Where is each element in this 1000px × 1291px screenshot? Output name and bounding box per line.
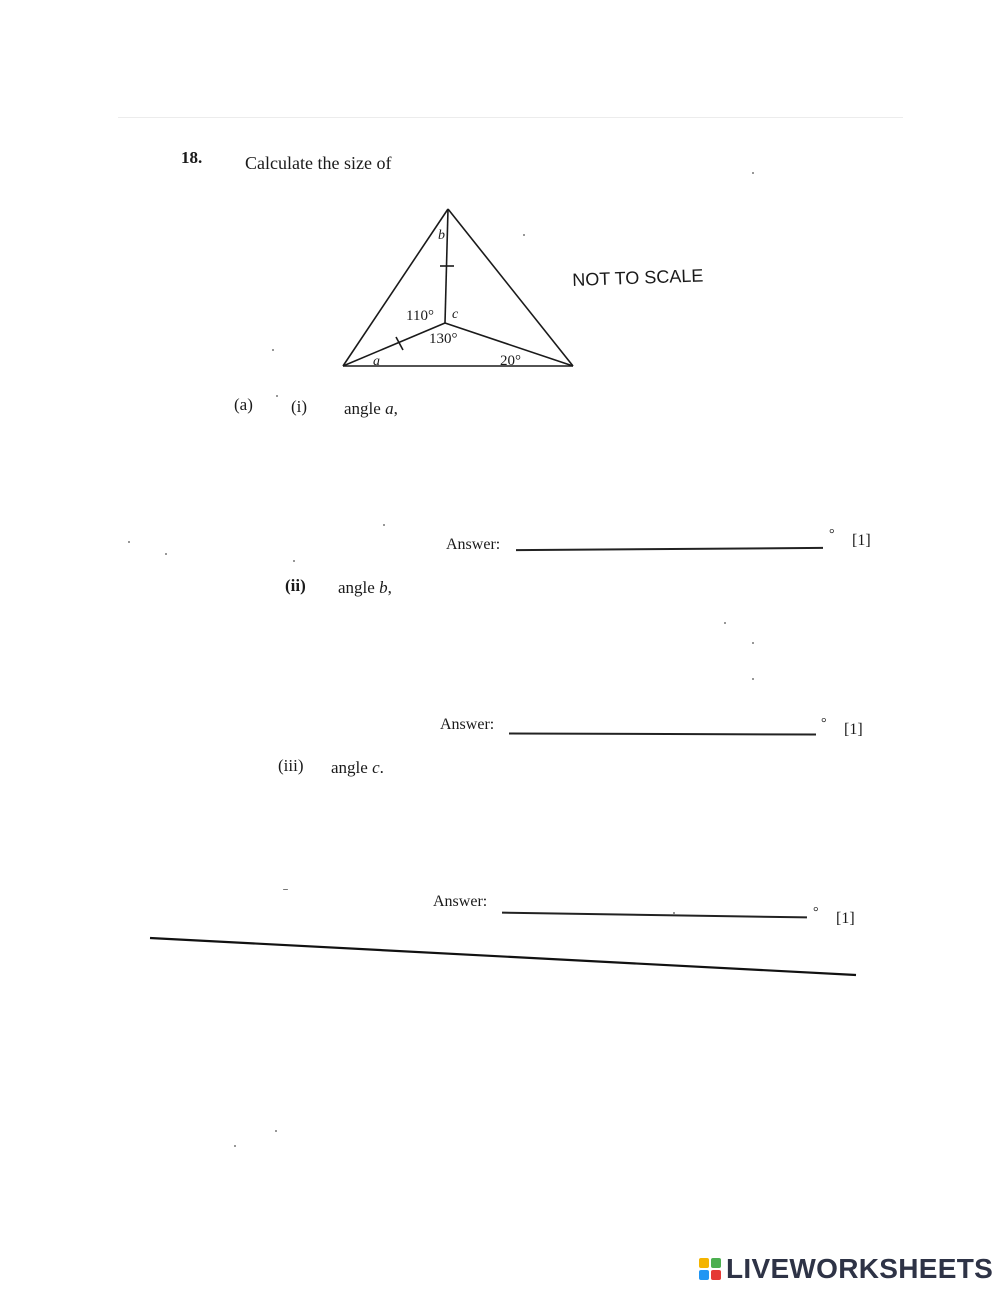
part-iii-label: (iii) <box>278 756 304 775</box>
label-angle-a: a <box>373 354 380 369</box>
part-i-var: a <box>385 399 394 418</box>
scan-speck <box>752 678 754 680</box>
answer-3-label: Answer: <box>433 893 488 910</box>
answer-2-mark: [1] <box>844 721 863 738</box>
answer-3-mark: [1] <box>836 910 855 927</box>
liveworksheets-logo <box>699 1252 993 1286</box>
logo-tile-e <box>711 1270 721 1280</box>
scan-speck <box>165 553 167 555</box>
end-of-question-rule <box>150 938 856 975</box>
liveworksheets-logo-mark <box>699 1258 721 1280</box>
answer-2-label: Answer: <box>440 716 495 733</box>
label-110: 110° <box>406 308 434 324</box>
answer-1-degree: ° <box>829 527 835 542</box>
scan-speck <box>752 642 754 644</box>
logo-tile-l <box>699 1258 709 1268</box>
scan-speck <box>234 1145 236 1147</box>
label-angle-b: b <box>438 228 445 243</box>
answer-3-degree: ° <box>813 905 819 920</box>
scan-speck <box>383 524 385 526</box>
question-number: 18. <box>181 148 203 167</box>
scan-speck <box>275 1130 277 1132</box>
scan-speck <box>128 541 130 543</box>
part-iii-suffix: . <box>379 758 384 777</box>
not-to-scale-note: NOT TO SCALE <box>572 265 704 290</box>
part-i-prefix: angle <box>344 399 386 418</box>
triangle-right-side <box>448 209 573 366</box>
scan-speck <box>752 172 754 174</box>
liveworksheets-wordmark: LIVEWORKSHEETS <box>726 1253 994 1284</box>
part-iii-prefix: angle <box>331 758 373 777</box>
scan-speck <box>673 912 675 914</box>
part-ii-prefix: angle <box>338 578 380 597</box>
label-angle-c: c <box>452 307 459 322</box>
label-130: 130° <box>429 331 458 347</box>
question-prompt: Calculate the size of <box>245 153 392 173</box>
answer-2-degree: ° <box>821 716 827 731</box>
part-i-text <box>344 399 398 419</box>
scan-speck <box>283 889 288 890</box>
part-ii-suffix: , <box>387 578 392 597</box>
scan-speck <box>272 349 274 351</box>
scan-speck <box>276 395 278 397</box>
label-20: 20° <box>500 353 521 369</box>
part-iii-var: c <box>372 758 380 777</box>
answer-1-mark: [1] <box>852 532 871 549</box>
part-ii-label: (ii) <box>285 576 306 595</box>
part-iii-text <box>331 758 384 778</box>
scan-speck <box>523 234 525 236</box>
part-ii-text <box>338 578 392 598</box>
scan-speck <box>724 622 726 624</box>
scan-speck <box>293 560 295 562</box>
part-a-label: (a) <box>234 395 253 414</box>
answer-1-label: Answer: <box>446 536 501 553</box>
part-ii-var: b <box>379 578 388 597</box>
logo-tile-v <box>699 1270 709 1280</box>
part-i-label: (i) <box>291 397 308 416</box>
part-i-suffix: , <box>393 399 398 418</box>
logo-tile-i <box>711 1258 721 1268</box>
